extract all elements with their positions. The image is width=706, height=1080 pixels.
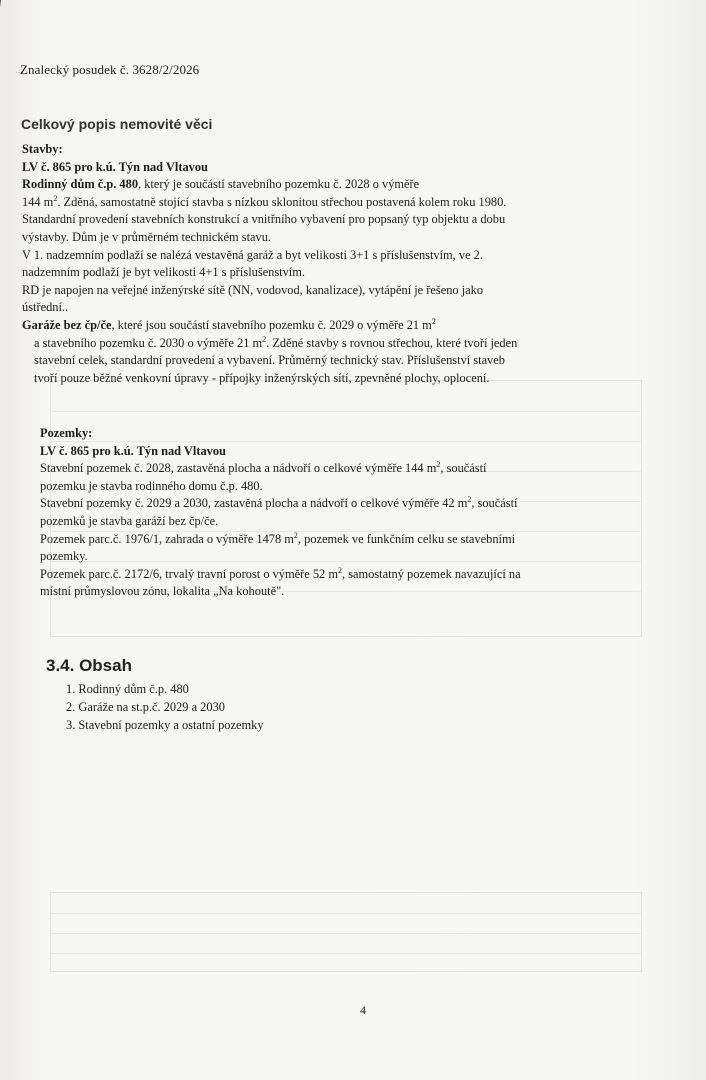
bleed-through-table-2 — [50, 892, 642, 972]
section-title: Celkový popis nemovité věci — [21, 116, 213, 132]
pozemky-text: , součástí — [440, 461, 487, 476]
pozemky-text: , součástí — [471, 496, 518, 511]
stavby-block — [22, 141, 662, 387]
gar-text: a stavebního pozemku č. 2030 o výměře 21 m — [34, 335, 263, 350]
pozemky-text: Stavební pozemky č. 2029 a 2030, zastavěná plocha a nádvoří o celkové výměře 42 m — [40, 496, 468, 511]
rd-line-5: V 1. nadzemním podlaží se nalézá vestavěná garáž a byt velikosti 3+1 s příslušenstvím, ve 2. — [22, 247, 483, 262]
obsah-item: 2. Garáže na st.p.č. 2029 a 2030 — [66, 700, 225, 714]
pozemky-line-1 — [40, 460, 680, 478]
rd-line-4: výstavby. Dům je v průměrném technickém stavu. — [22, 229, 272, 244]
pozemky-line-2: pozemku je stavba rodinného domu č.p. 480. — [40, 478, 263, 493]
superscript: 2 — [293, 530, 298, 540]
pozemky-heading: Pozemky: — [40, 426, 93, 440]
bleed-row — [51, 933, 641, 934]
rd-label: Rodinný dům č.p. 480 — [22, 177, 139, 192]
rd-text: , který je součástí stavebního pozemku č. 2028 o výměře — [138, 177, 420, 192]
rd-text: 144 m — [22, 194, 54, 209]
stavby-heading: Stavby: — [22, 142, 63, 156]
rd-line-8: ústřední.. — [22, 300, 69, 315]
pozemky-line-5 — [40, 531, 680, 549]
pozemky-lv: LV č. 865 pro k.ú. Týn nad Vltavou — [40, 443, 226, 458]
obsah-title: 3.4. Obsah — [46, 656, 132, 675]
gar-text: , které jsou součástí stavebního pozemku č. 2029 o výměře 21 m — [111, 317, 432, 332]
rd-line-7: RD je napojen na veřejné inženýrské sítě (NN, vodovod, kanalizace), vytápění je řešeno jako — [22, 282, 484, 297]
superscript: 2 — [53, 193, 58, 203]
rd-line-6: nadzemním podlaží je byt velikosti 4+1 s příslušenstvím. — [22, 265, 305, 280]
rd-text: . Zděná, samostatně stojící stavba s nízkou sklonitou střechou postavená kolem roku 1980. — [57, 194, 507, 209]
superscript: 2 — [338, 565, 342, 575]
bleed-row — [51, 411, 641, 412]
obsah-item: 3. Stavební pozemky a ostatní pozemky — [66, 718, 264, 732]
obsah-item: 1. Rodinný dům č.p. 480 — [66, 682, 189, 696]
gar-line-4: tvoří pouze běžné venkovní úpravy - přípojky inženýrských sítí, zpevněné plochy, oplocení. — [34, 370, 490, 385]
rd-line-2 — [22, 194, 662, 212]
pozemky-block — [40, 425, 680, 601]
gar-text: . Zděné stavby s rovnou střechou, které tvoří jeden — [266, 335, 518, 350]
pozemky-text: , samostatný pozemek navazující na — [342, 566, 521, 581]
pozemky-line-3 — [40, 495, 680, 513]
bleed-row — [51, 953, 641, 954]
document-header: Znalecký posudek č. 3628/2/2026 — [20, 62, 200, 77]
gar-line-3: stavební celek, standardní provedení a vybavení. Průměrný technický stav. Příslušenství staveb — [34, 353, 505, 368]
superscript: 2 — [467, 495, 472, 505]
rd-line-1 — [22, 176, 662, 194]
bleed-row — [51, 913, 641, 914]
pozemky-line-4: pozemků je stavba garáží bez čp/če. — [40, 513, 219, 528]
gar-line-2 — [22, 335, 662, 353]
pozemky-line-7 — [40, 566, 680, 584]
obsah-list — [66, 680, 264, 734]
rd-line-3: Standardní provedení stavebních konstrukcí a vnitřního vybavení pro popsaný typ objektu a dobu — [22, 212, 506, 227]
superscript: 2 — [436, 460, 441, 470]
pozemky-line-8: místní průmyslovou zónu, lokalita „Na kohoutě". — [40, 584, 285, 599]
pozemky-text: , pozemek ve funkčním celku se stavebními — [297, 531, 516, 546]
gar-line-1 — [22, 317, 662, 335]
superscript: 2 — [262, 334, 267, 344]
page-number: 4 — [360, 1003, 366, 1017]
pozemky-line-6: pozemky. — [40, 549, 88, 564]
stavby-lv: LV č. 865 pro k.ú. Týn nad Vltavou — [22, 159, 208, 174]
pozemky-text: Pozemek parc.č. 2172/6, trvalý travní porost o výměře 52 m — [40, 566, 338, 581]
superscript: 2 — [431, 316, 436, 326]
pozemky-text: Pozemek parc.č. 1976/1, zahrada o výměře 1478 m — [40, 531, 294, 546]
pozemky-text: Stavební pozemek č. 2028, zastavěná plocha a nádvoří o celkové výměře 144 m — [40, 461, 437, 476]
gar-label: Garáže bez čp/če — [22, 317, 112, 332]
